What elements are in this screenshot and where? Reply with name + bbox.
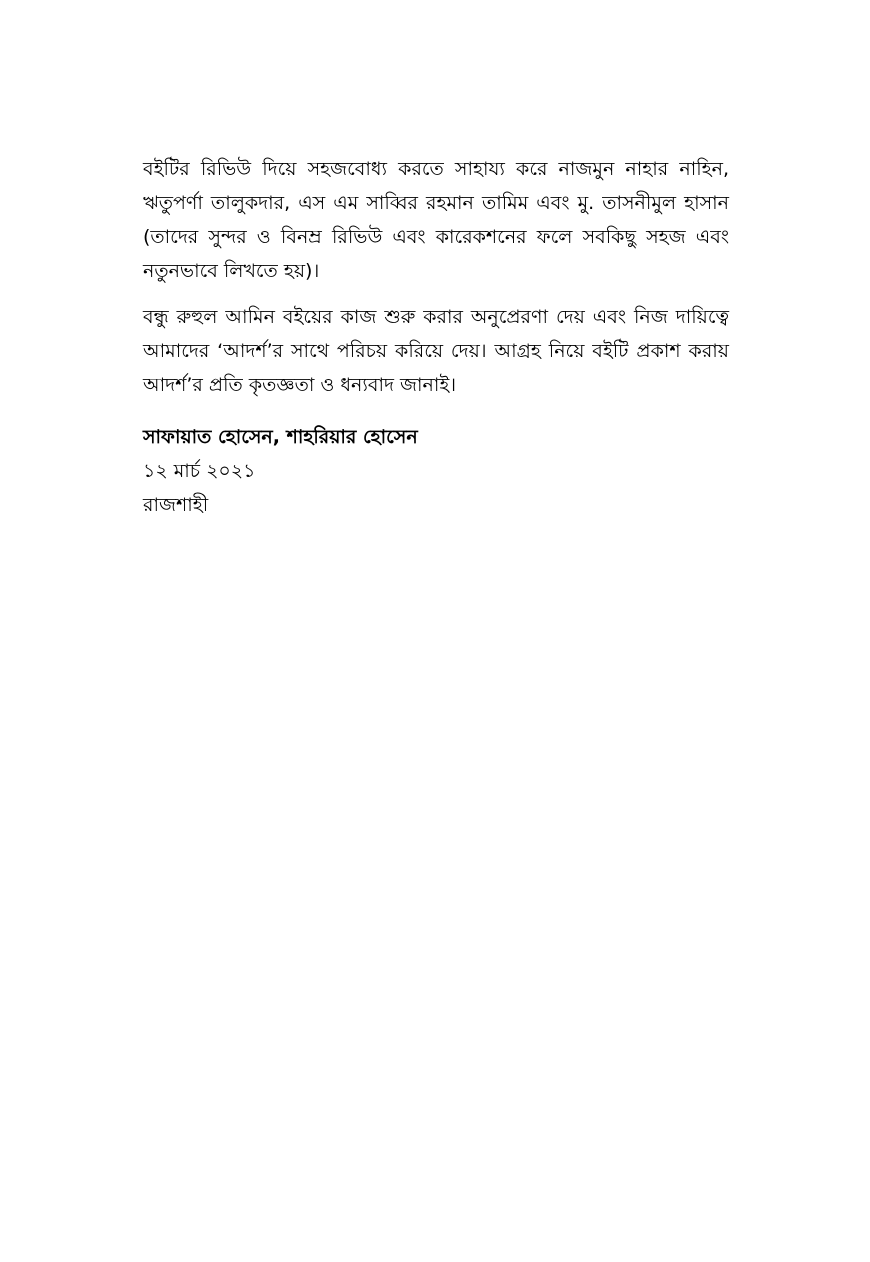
signature-place: রাজশাহী: [143, 494, 209, 516]
acknowledgement-paragraph-publisher: বন্ধু রুহুল আমিন বইয়ের কাজ শুরু করার অনুপ্রেরণা দেয় এবং নিজ দায়িত্বে আমাদের ‘আদর্শ’র সাথে পরিচয় করিয়ে দেয়। আগ্রহ নিয়ে বইটি প্রকাশ করায় আদর্শ’র প্রতি কৃতজ্ঞতা ও ধন্যবাদ জানাই।: [143, 306, 729, 396]
acknowledgement-body: [143, 152, 729, 522]
signature-date: ১২ মার্চ ২০২১: [143, 460, 256, 482]
acknowledgement-paragraph-reviewers: বইটির রিভিউ দিয়ে সহজবোধ্য করতে সাহায্য করে নাজমুন নাহার নাহিন, ঋতুপর্ণা তালুকদার, এস এম সাব্বির রহমান তামিম এবং মু. তাসনীমুল হাসান (তাদের সুন্দর ও বিনম্র রিভিউ এবং কারেকশনের ফলে সবকিছু সহজ এবং নতুনভাবে লিখতে হয়)।: [143, 158, 729, 282]
author-names: সাফায়াত হোসেন, শাহরিয়ার হোসেন: [143, 426, 418, 448]
signature-block: [143, 420, 729, 522]
